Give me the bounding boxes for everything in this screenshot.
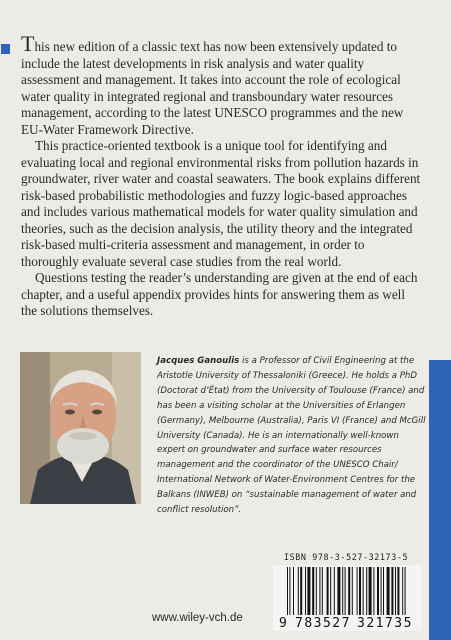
barcode-bar: [312, 567, 314, 615]
barcode-bar: [334, 567, 335, 615]
blurb-paragraph-1: [21, 31, 421, 138]
publisher-url: www.wiley-vch.de: [152, 612, 243, 624]
author-bio-text: is a Professor of Civil Engineering at the Aristotle University of Thessaloniki (Greece). He holds a PhD (Doctorat d’État) from the University of Toulouse (France) and has been a visiting scholar at the Universities of Erlangen (Germany), Melbourne (Australia), Paris VI (France) and McGill University (Canada). He is an internationally well-known expert on groundwater and surface water resources management and the coordinator of the UNESCO Chair/ International Network of Water-Environment Centres for the Balkans (INWEB) on “sustainable management of water and conflict resolution”.: [157, 356, 426, 516]
barcode-bar: [395, 567, 396, 615]
barcode-digits-group2: 321735: [357, 616, 413, 631]
barcode-bar: [377, 567, 379, 615]
barcode-bar: [345, 567, 346, 623]
barcode-bar: [305, 567, 306, 615]
barcode-bar: [330, 567, 331, 615]
barcode-bar: [342, 567, 343, 615]
barcode-bar: [298, 567, 299, 615]
barcode-bar: [287, 567, 288, 623]
right-color-stripe: [429, 360, 451, 640]
barcode-bar: [405, 567, 406, 623]
barcode-bar: [348, 567, 350, 623]
back-cover-blurb: [21, 31, 421, 320]
barcode-bar: [387, 567, 390, 615]
drop-cap: T: [21, 31, 35, 56]
barcode-bar: [397, 567, 399, 615]
barcode-bar: [300, 567, 302, 615]
barcode-bar: [366, 567, 367, 615]
accent-square: [1, 44, 10, 54]
barcode-bar: [289, 567, 290, 623]
barcode-bar: [373, 567, 374, 615]
barcode-bar: [352, 567, 353, 615]
author-name: Jacques Ganoulis: [157, 356, 240, 366]
blurb-paragraph-2: This practice-oriented textbook is a unique tool for identifying and evaluating local and regional environmental risks from pollution hazards in groundwater, river water and coastal seawaters. The book explains different risk-based probabilistic methodologies and fuzzy logic-based approaches and includes various mathematical models for water quality simulation and theories, such as the decision analysis, the utility theory and the integrated risk-based multi-criteria assessment and management, in order to thoroughly evaluate several case studies from the real world.: [21, 138, 421, 269]
blurb-paragraph-3: Questions testing the reader’s understanding are given at the end of each chapter, and a useful appendix provides hints for answering them as well the solutions themselves.: [21, 270, 418, 318]
barcode-bar: [322, 567, 323, 615]
barcode-bar: [357, 567, 358, 615]
barcode-bar: [391, 567, 393, 615]
barcode-bar: [381, 567, 382, 615]
barcode-bar: [327, 567, 329, 615]
barcode-bar: [402, 567, 403, 623]
blurb-paragraph-1-text: his new edition of a classic text has now been extensively updated to include the latest developments in risk analysis and water quality assessment and management. It takes into account the role of ecological water quality in integrated regional and transboundary water resources management, according to the latest UNESCO programmes and the new EU-Water Framework Directive.: [21, 39, 404, 137]
barcode-bar: [319, 567, 320, 615]
barcode-bar: [307, 567, 310, 615]
barcode-bar: [337, 567, 340, 615]
barcode-bar: [383, 567, 384, 615]
barcode-bar: [293, 567, 294, 615]
barcode-bar: [359, 567, 361, 615]
barcode-digit-first: 9: [279, 616, 287, 631]
barcode-bar: [363, 567, 364, 615]
barcode-digits-group1: 783527: [295, 616, 351, 631]
author-photo: [20, 352, 141, 504]
author-bio: [157, 354, 427, 518]
barcode-bar: [316, 567, 317, 615]
isbn-label: ISBN 978-3-527-32173-5: [284, 552, 409, 562]
isbn-barcode: [273, 565, 422, 631]
barcode-bar: [369, 567, 372, 615]
